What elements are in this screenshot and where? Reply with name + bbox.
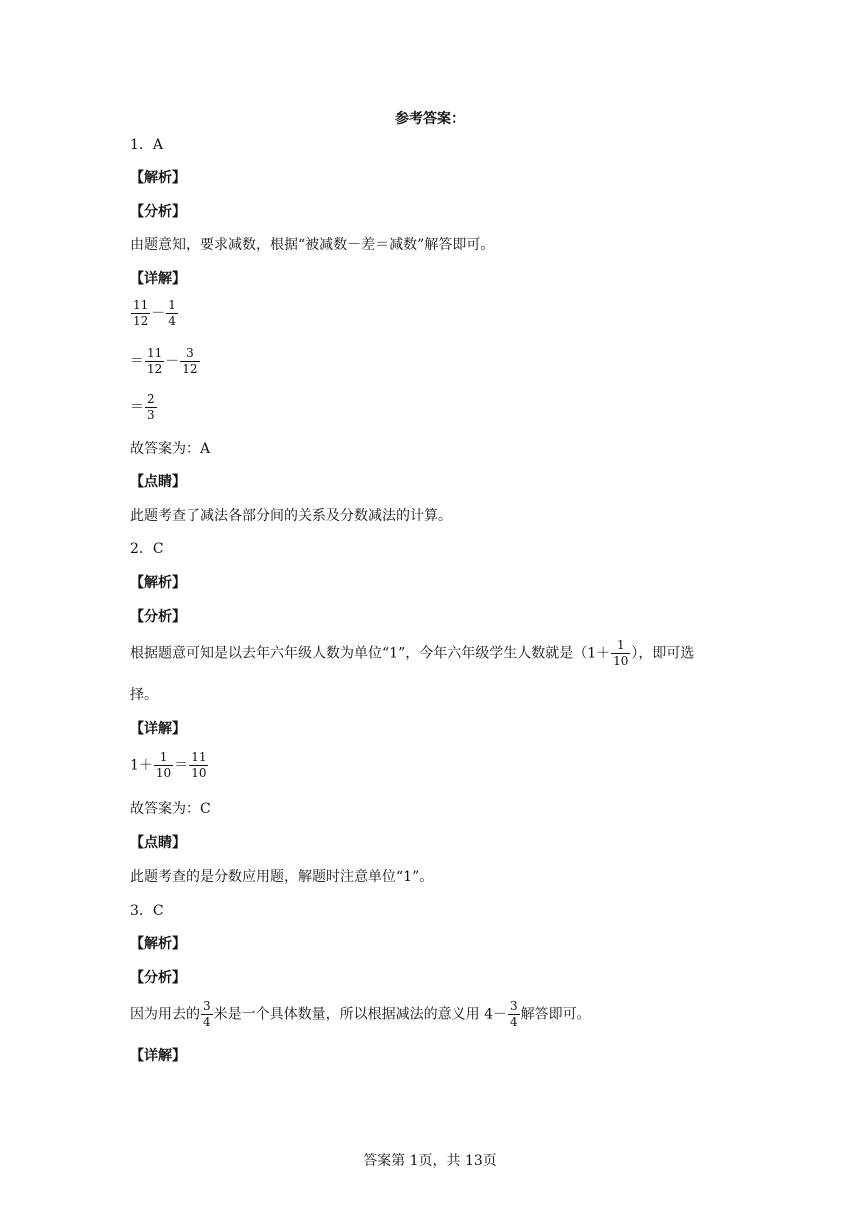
q1-fenxi-text: 由题意知，要求减数，根据“被减数－差＝减数”解答即可。 bbox=[130, 237, 495, 253]
q2-xiangjie-heading: 【详解】 bbox=[130, 721, 186, 737]
q2-fenxi-heading: 【分析】 bbox=[130, 609, 186, 625]
q2-calc-line bbox=[130, 750, 209, 781]
q2-dianjing-text: 此题考查的是分数应用题，解题时注意单位“1”。 bbox=[130, 869, 434, 885]
page-title: 参考答案： bbox=[395, 111, 465, 127]
q3-fenxi-heading: 【分析】 bbox=[130, 970, 186, 986]
equals-sign: ＝ bbox=[174, 757, 189, 774]
fraction: $\frac{3}{4}$ bbox=[203, 999, 211, 1029]
text-segment: 因为用去的 bbox=[130, 1006, 200, 1023]
q3-answer: 3．C bbox=[130, 903, 164, 919]
equals-sign: ＝ bbox=[130, 399, 144, 416]
text-segment: 根据题意可知是以去年六年级人数为单位“1”，今年六年级学生人数就是（1＋ bbox=[130, 645, 611, 662]
equals-sign: ＝ bbox=[130, 353, 144, 370]
operator: － bbox=[165, 353, 180, 370]
q3-xiangjie-heading: 【详解】 bbox=[130, 1048, 186, 1064]
fraction: $\frac{11}{10}$ bbox=[191, 750, 207, 780]
q1-calc-line-3 bbox=[130, 392, 158, 423]
q1-xiangjie-heading: 【详解】 bbox=[130, 271, 186, 287]
q1-dianjing-heading: 【点睛】 bbox=[130, 474, 186, 490]
fraction: $\frac{1}{10}$ bbox=[155, 750, 172, 780]
q2-fenxi-text bbox=[130, 638, 694, 669]
fraction: $\frac{1}{10}$ bbox=[613, 638, 629, 668]
fraction: $\frac{11}{12}$ bbox=[147, 346, 163, 376]
fraction: $\frac{2}{3}$ bbox=[147, 392, 155, 422]
text-segment: ），即可选 bbox=[631, 645, 695, 662]
text-segment: 1＋ bbox=[130, 757, 153, 774]
q1-dianjing-text: 此题考查了减法各部分间的关系及分数减法的计算。 bbox=[130, 508, 452, 524]
q1-calc-line-2 bbox=[130, 346, 201, 377]
fraction: $\frac{1}{4}$ bbox=[168, 298, 176, 328]
operator: － bbox=[151, 305, 166, 322]
q2-jiexi-heading: 【解析】 bbox=[130, 575, 186, 591]
q2-result: 故答案为：C bbox=[130, 801, 211, 817]
q2-answer: 2．C bbox=[130, 541, 164, 557]
q2-dianjing-heading: 【点睛】 bbox=[130, 835, 186, 851]
page-footer: 答案第 1页，共 13页 bbox=[363, 1153, 497, 1169]
q1-answer: 1．A bbox=[130, 137, 164, 153]
text-segment: 解答即可。 bbox=[520, 1006, 591, 1023]
q2-fenxi-text-cont: 择。 bbox=[130, 687, 158, 703]
fraction: $\frac{3}{12}$ bbox=[182, 346, 198, 376]
q3-fenxi-text bbox=[130, 999, 591, 1030]
q1-fenxi-heading: 【分析】 bbox=[130, 204, 186, 220]
q3-jiexi-heading: 【解析】 bbox=[130, 936, 186, 952]
fraction: $\frac{3}{4}$ bbox=[510, 999, 518, 1029]
q1-result: 故答案为：A bbox=[130, 441, 211, 457]
q1-calc-line-1 bbox=[130, 298, 179, 329]
q1-jiexi-heading: 【解析】 bbox=[130, 170, 186, 186]
text-segment: 米是一个具体数量，所以根据减法的意义用 4－ bbox=[213, 1006, 507, 1023]
fraction: $\frac{11}{12}$ bbox=[133, 298, 149, 328]
